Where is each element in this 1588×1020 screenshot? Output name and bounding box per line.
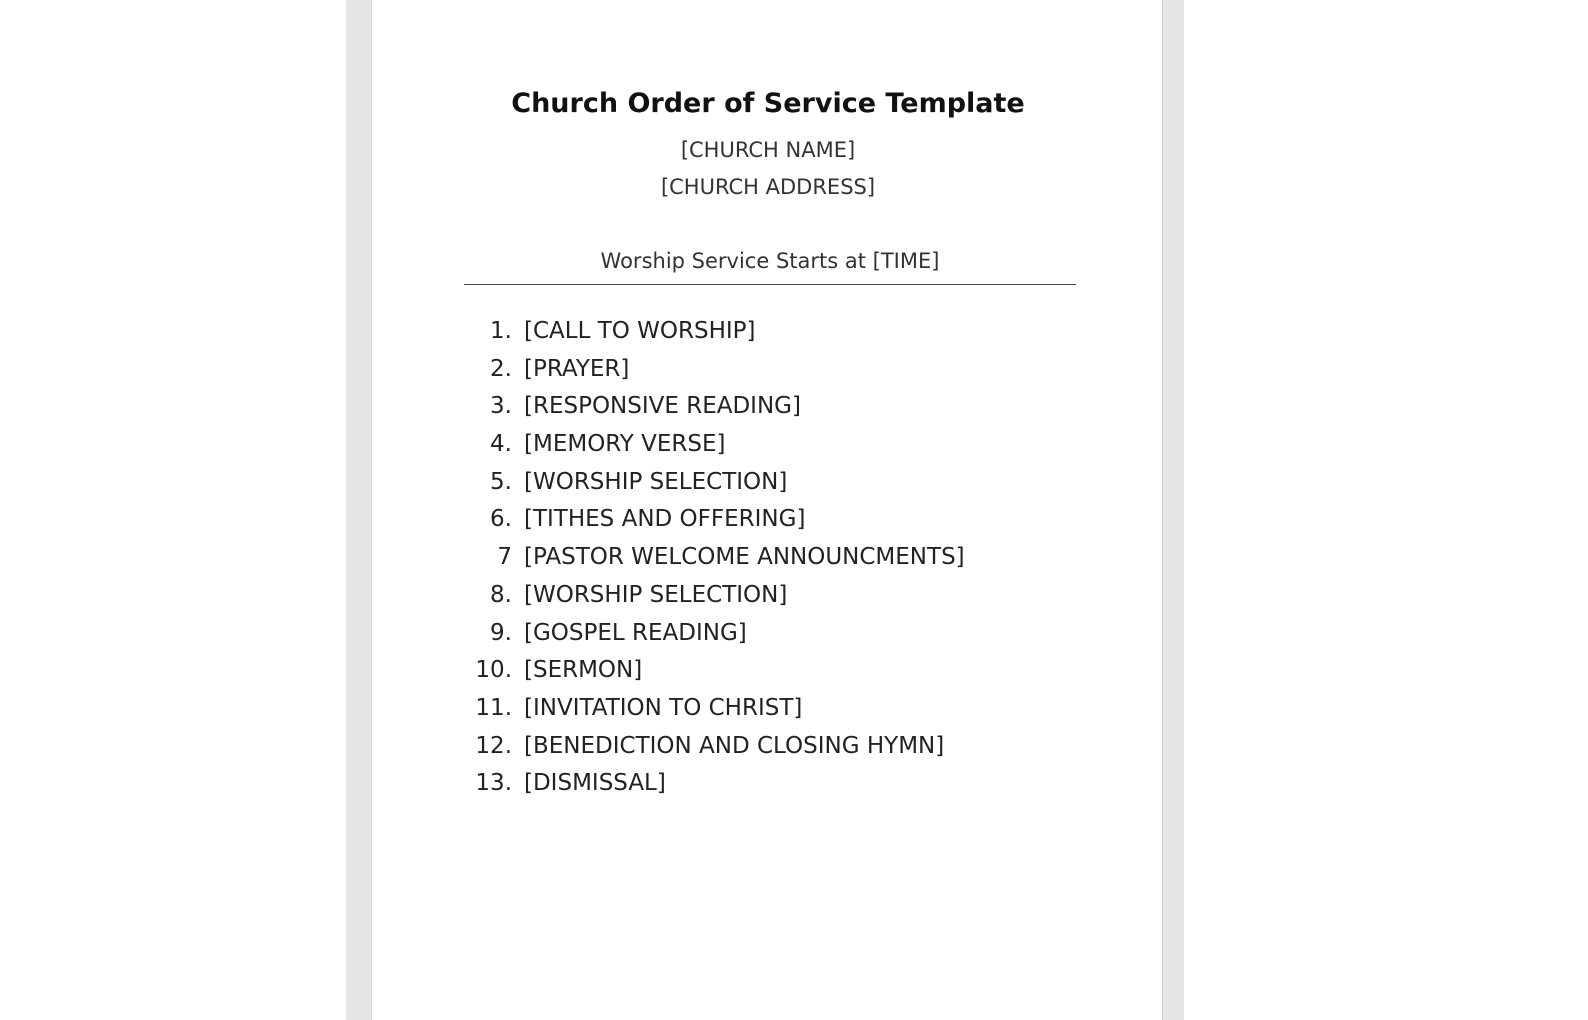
item-text: [MEMORY VERSE] bbox=[524, 431, 726, 458]
item-text: [WORSHIP SELECTION] bbox=[524, 468, 788, 495]
item-text: [GOSPEL READING] bbox=[524, 619, 747, 646]
list-item bbox=[464, 351, 1084, 389]
item-number: 3. bbox=[490, 393, 512, 420]
item-text: [INVITATION TO CHRIST] bbox=[524, 694, 803, 721]
item-number: 2. bbox=[490, 355, 512, 382]
heading-divider bbox=[464, 284, 1076, 285]
item-text: [DISMISSAL] bbox=[524, 770, 666, 797]
list-item bbox=[464, 765, 1084, 803]
document-title: Church Order of Service Template bbox=[511, 88, 1025, 119]
service-start-time: Worship Service Starts at [TIME] bbox=[600, 249, 940, 273]
item-text: [WORSHIP SELECTION] bbox=[524, 581, 788, 608]
item-text: [SERMON] bbox=[524, 657, 643, 684]
list-item bbox=[464, 539, 1084, 577]
document-page[interactable] bbox=[371, 0, 1163, 1020]
list-item bbox=[464, 615, 1084, 653]
order-of-service-list bbox=[464, 313, 1084, 803]
list-item bbox=[464, 728, 1084, 766]
item-number: 13. bbox=[475, 770, 512, 797]
item-text: [BENEDICTION AND CLOSING HYMN] bbox=[524, 732, 945, 759]
item-number: 7 bbox=[497, 544, 512, 571]
item-text: [PRAYER] bbox=[524, 355, 630, 382]
church-name: [CHURCH NAME] bbox=[680, 138, 856, 162]
item-text: [CALL TO WORSHIP] bbox=[524, 318, 756, 344]
item-number: 8. bbox=[490, 581, 512, 608]
item-text: [RESPONSIVE READING] bbox=[524, 393, 801, 420]
item-text: [TITHES AND OFFERING] bbox=[524, 506, 806, 533]
list-item bbox=[464, 501, 1084, 539]
item-number: 9. bbox=[490, 619, 512, 646]
item-number: 11. bbox=[475, 694, 512, 721]
item-number: 6. bbox=[490, 506, 512, 533]
list-item bbox=[464, 577, 1084, 615]
church-address: [CHURCH ADDRESS] bbox=[660, 175, 876, 199]
list-item bbox=[464, 426, 1084, 464]
item-number: 10. bbox=[475, 657, 512, 684]
list-item bbox=[464, 388, 1084, 426]
item-text: [PASTOR WELCOME ANNOUNCMENTS] bbox=[524, 544, 965, 571]
item-number: 5. bbox=[490, 468, 512, 495]
list-item bbox=[464, 464, 1084, 502]
item-number: 12. bbox=[475, 732, 512, 759]
list-item bbox=[464, 313, 1084, 351]
list-item bbox=[464, 690, 1084, 728]
item-number: 1. bbox=[490, 318, 512, 344]
list-item bbox=[464, 652, 1084, 690]
item-number: 4. bbox=[490, 431, 512, 458]
